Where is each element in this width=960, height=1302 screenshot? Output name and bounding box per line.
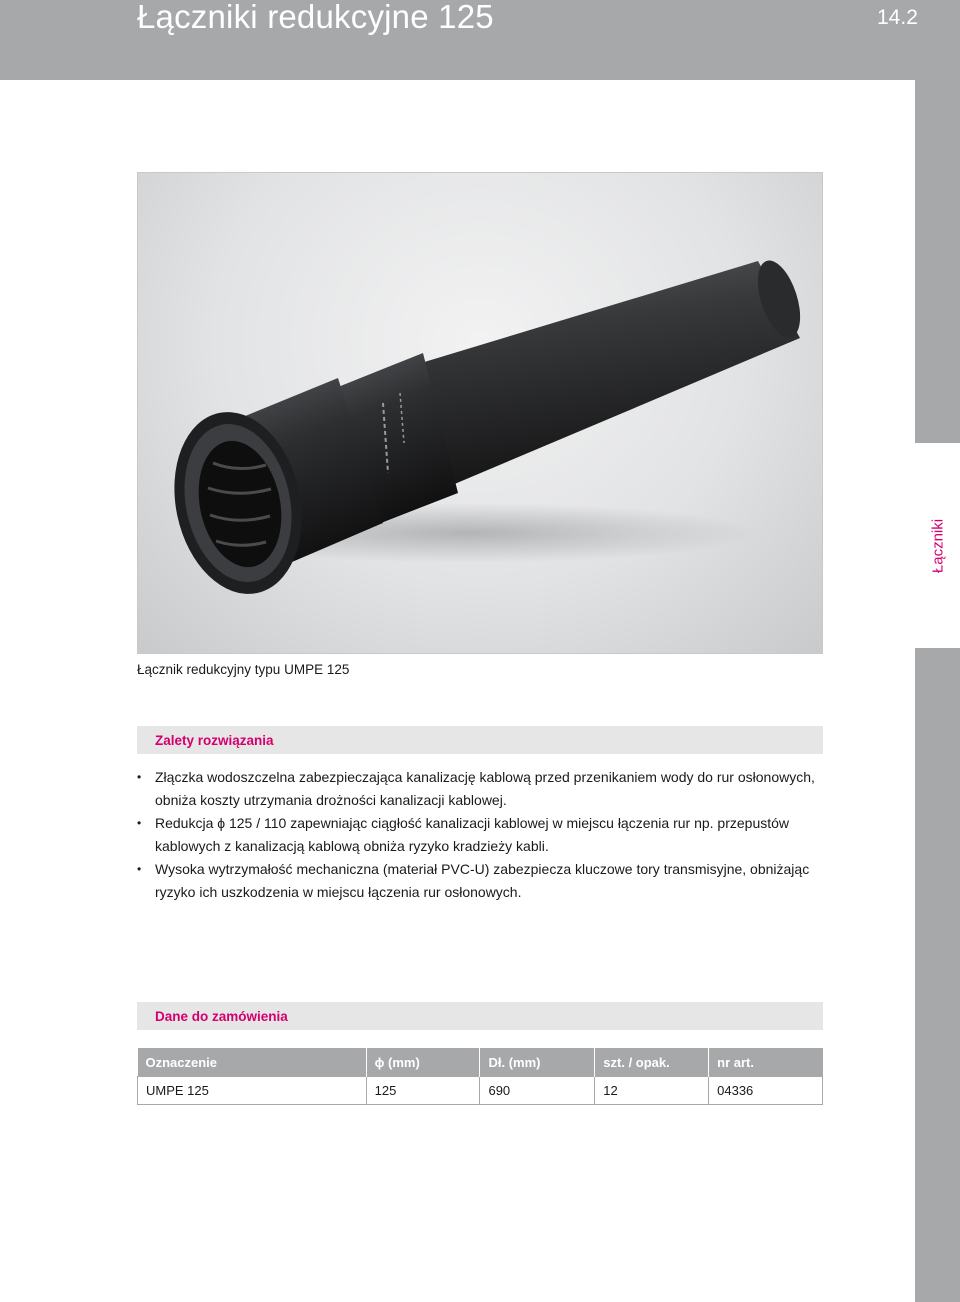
page-number: 14.2 [877,6,918,29]
side-tab-bar-top [915,80,960,443]
table-cell: 125 [366,1077,480,1105]
list-item: • Wysoka wytrzymałość mechaniczna (materiał PVC-U) zabezpiecza kluczowe tory transmisyjne, obniżając ryzyko ich uszkodzenia w miejscu łączenia rur osłonowych. [137,858,817,904]
table-cell: 690 [480,1077,595,1105]
image-caption: Łącznik redukcyjny typu UMPE 125 [137,662,350,677]
page-header [0,0,960,80]
order-heading: Dane do zamówienia [155,1009,288,1024]
advantages-list [137,766,817,904]
side-tab[interactable] [915,443,960,648]
order-section-header [137,1002,823,1030]
list-item: • Złączka wodoszczelna zabezpieczająca kanalizację kablową przed przenikaniem wody do rur osłonowych, obniża koszty utrzymania drożności kanalizacji kablowej. [137,766,817,812]
table-header-row [138,1048,823,1077]
order-table [137,1048,823,1105]
product-photo [137,172,823,654]
column-header-designation: Oznaczenie [138,1048,367,1077]
column-header-pack-qty: szt. / opak. [595,1048,709,1077]
advantages-section-header [137,726,823,754]
side-tab-bar-bottom [915,648,960,1302]
side-tab-label: Łączniki [929,518,946,573]
column-header-article-no: nr art. [709,1048,823,1077]
list-item: • Redukcja ϕ 125 / 110 zapewniając ciągłość kanalizacji kablowej w miejscu łączenia rur np. przepustów kablowych z kanalizacją kablową obniża ryzyko kradzieży kabli. [137,812,817,858]
table-row [138,1077,823,1105]
table-cell: 12 [595,1077,709,1105]
advantages-heading: Zalety rozwiązania [155,733,274,748]
column-header-length: Dł. (mm) [480,1048,595,1077]
page-title: Łączniki redukcyjne 125 [137,0,494,35]
column-header-diameter: ϕ (mm) [366,1048,480,1077]
table-cell: 04336 [709,1077,823,1105]
pipe-coupler-image [138,173,822,653]
table-cell: UMPE 125 [138,1077,367,1105]
